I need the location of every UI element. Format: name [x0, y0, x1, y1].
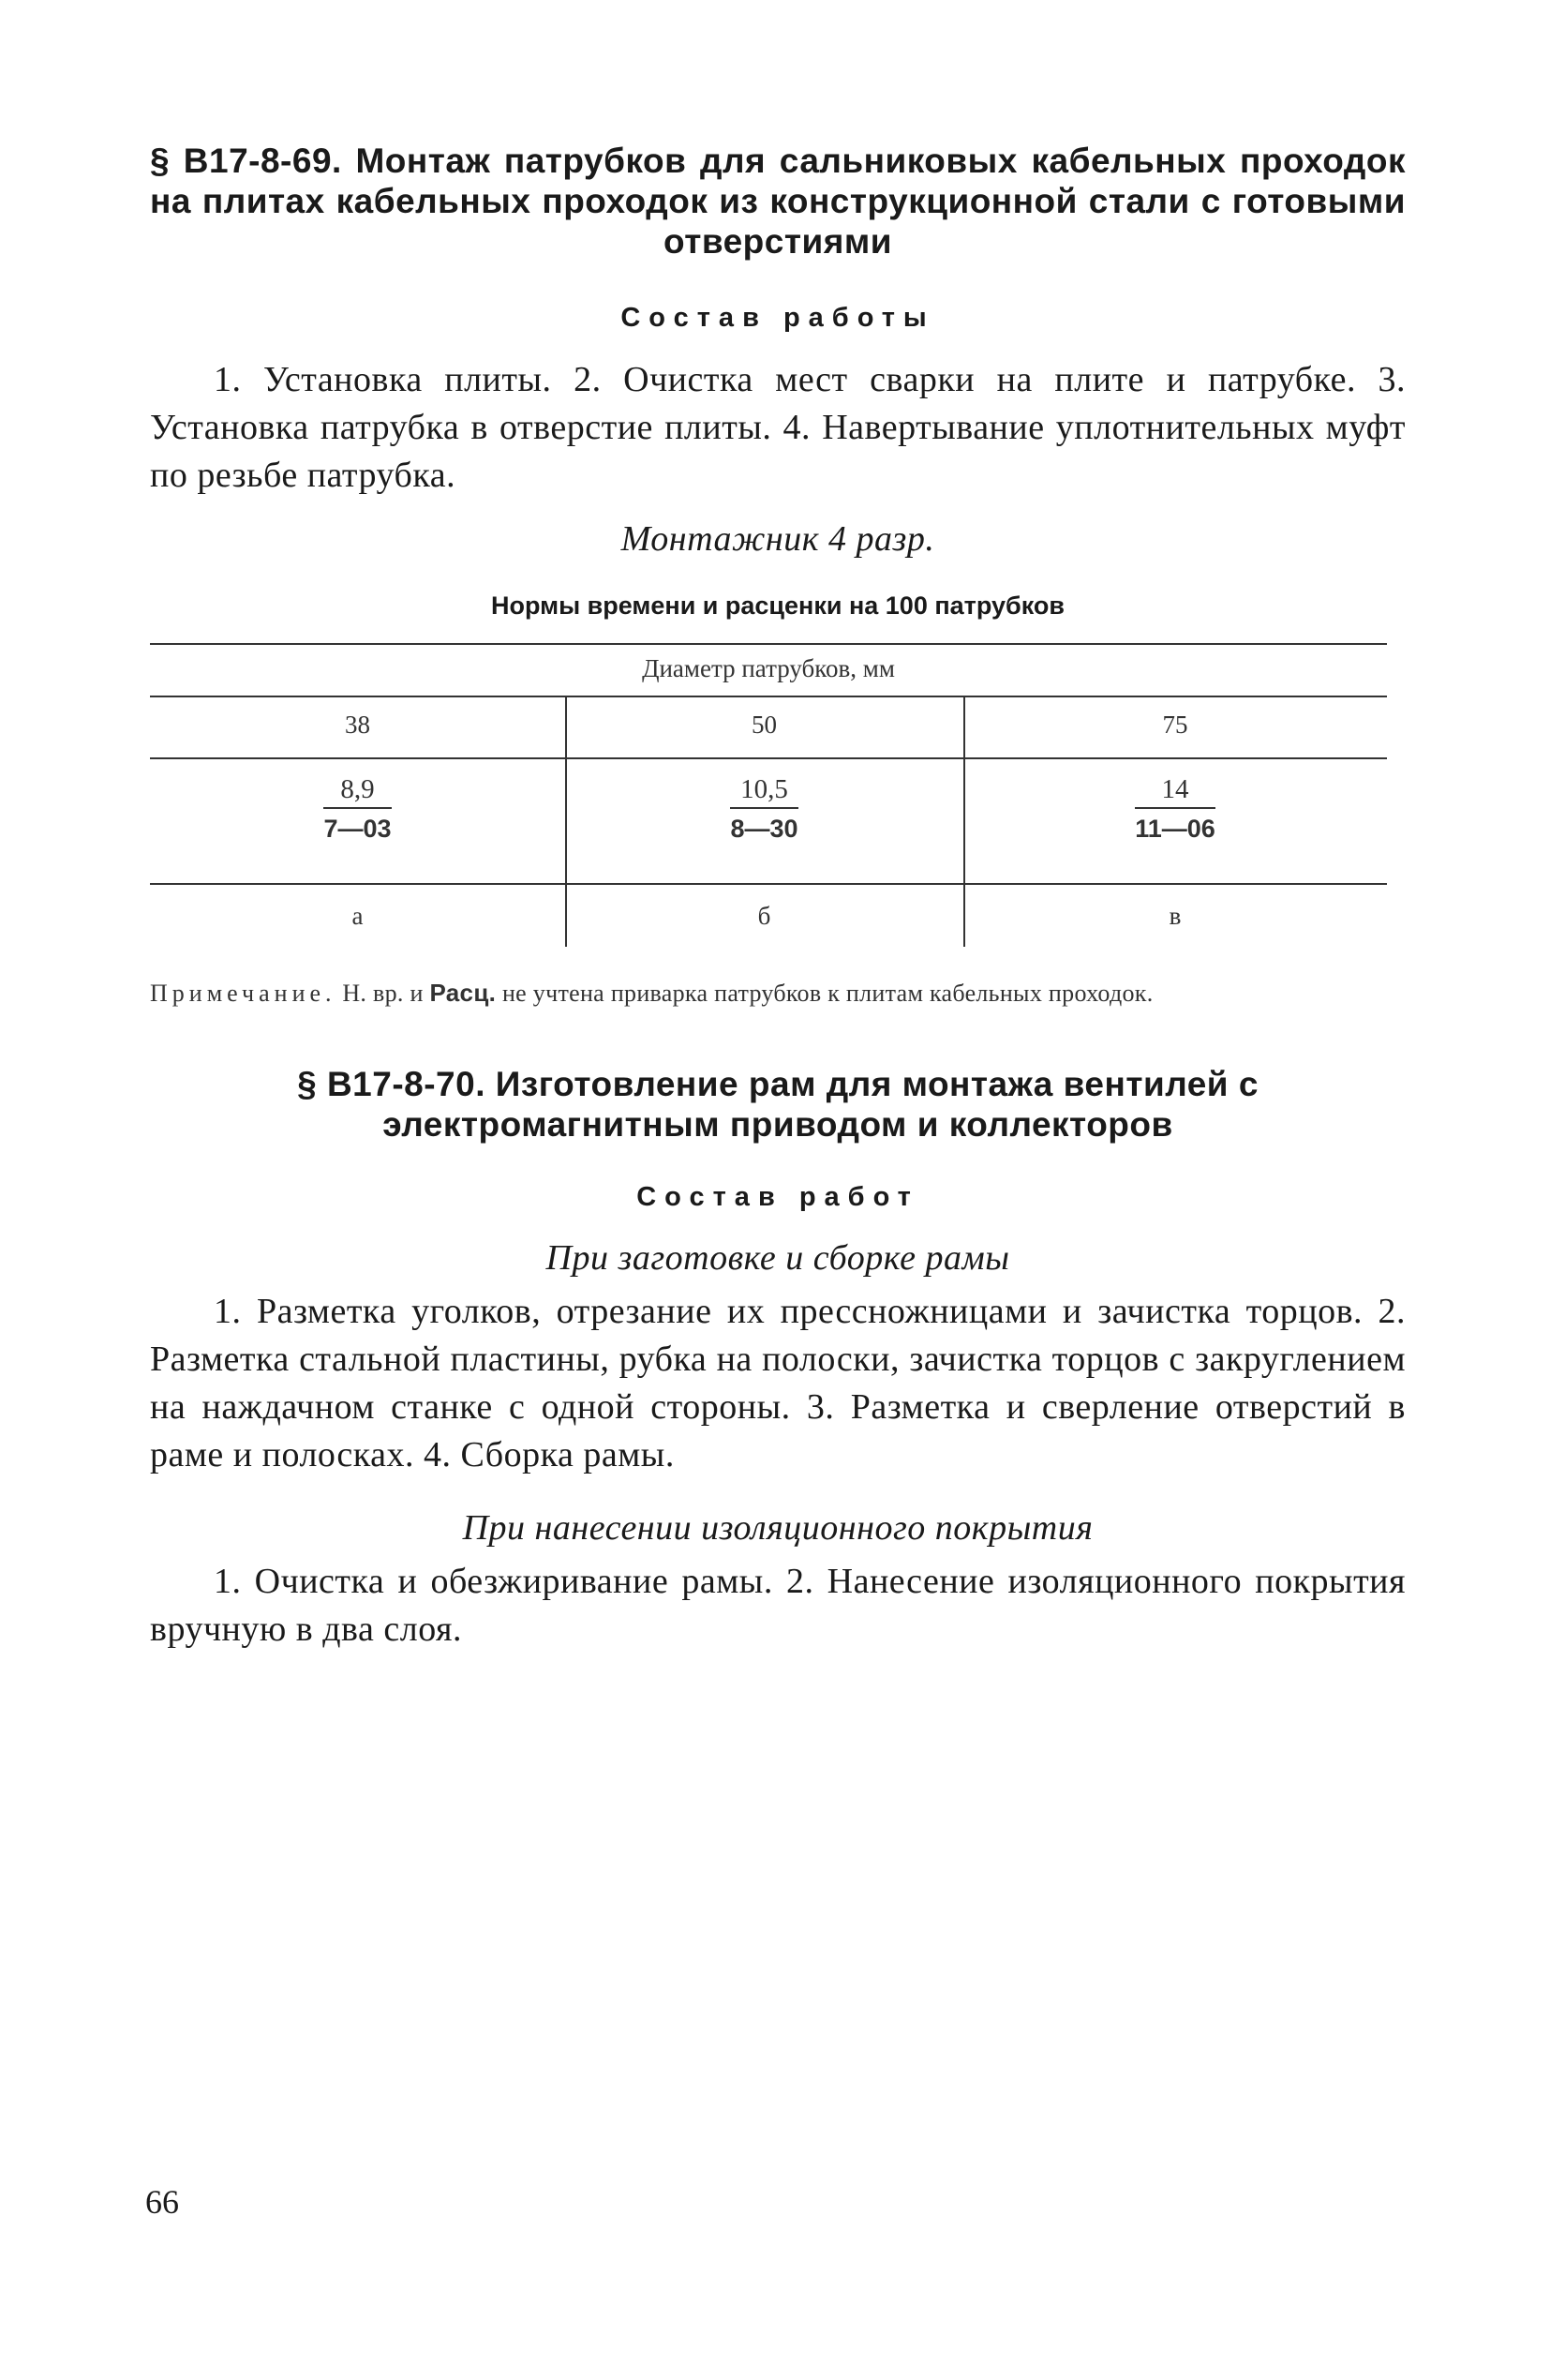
- subheading-coating: При нанесении изоляционного покрытия: [462, 1508, 1094, 1548]
- table-cell-38: [150, 774, 565, 844]
- work-composition-heading-1: Состав работы: [620, 303, 935, 333]
- table-rule-header: [150, 696, 1387, 697]
- subheading-assembly: При заготовке и сборке рамы: [545, 1238, 1010, 1278]
- assembly-text: 1. Разметка уголков, отрезание их прессножницами и зачистка торцов. 2. Разметка стальной пластины, рубка на полоски, зачистка торцов с закруглением на наждачном станке с одной стороны. 3. Разметка и сверление отверстий в раме и полосках. 4. Сборка рамы.: [150, 1292, 1406, 1474]
- note-text-pre: Н. вр. и: [335, 980, 430, 1007]
- document-page: [150, 141, 1406, 1654]
- table-note: [150, 977, 1406, 1010]
- table-header-diameter-50: 50: [752, 711, 777, 739]
- section-title-2: § В17-8-70. Изготовление рам для монтажа вентилей с электромагнитным приводом и коллекторов: [297, 1065, 1259, 1144]
- norms-table: [150, 643, 1387, 952]
- table-header-diameter-38: 38: [345, 711, 370, 739]
- section-title-1: § В17-8-69. Монтаж патрубков для сальниковых кабельных проходок на плитах кабельных проходок из конструкционной стали с готовыми отверстиями: [150, 142, 1406, 261]
- work-composition-heading-2: Состав работ: [636, 1182, 919, 1212]
- table-rule-mid: [150, 757, 1387, 759]
- table-header-diameter-75: 75: [1162, 711, 1188, 739]
- price-50: 8—30: [730, 815, 798, 843]
- work-composition-text-1: 1. Установка плиты. 2. Очистка мест сварки на плите и патрубке. 3. Установка патрубка в отверстие плиты. 4. Навертывание уплотнительных муфт по резьбе патрубка.: [150, 360, 1406, 495]
- table-letter-b: б: [757, 902, 771, 930]
- table-cell-50: [565, 774, 963, 844]
- table-cell-75: [963, 774, 1387, 844]
- table-letter-a: а: [351, 902, 364, 930]
- table-rule-top: [150, 643, 1387, 645]
- note-text-post: не учтена приварка патрубков к плитам кабельных проходок.: [496, 980, 1154, 1007]
- note-bold: Расц.: [429, 979, 497, 1007]
- price-38: 7—03: [323, 815, 392, 843]
- time-norm-75: 14: [1135, 774, 1215, 809]
- note-label: Примечание.: [150, 980, 336, 1007]
- coating-text: 1. Очистка и обезжиривание рамы. 2. Нанесение изоляционного покрытия вручную в два слоя.: [150, 1562, 1406, 1649]
- table-rule-bottom: [150, 883, 1387, 885]
- time-norm-50: 10,5: [730, 774, 797, 809]
- page-number: 66: [145, 2183, 179, 2221]
- price-75: 11—06: [1135, 815, 1215, 843]
- worker-grade: Монтажник 4 разр.: [620, 519, 935, 559]
- table-group-header: Диаметр патрубков, мм: [642, 654, 895, 682]
- time-norm-38: 8,9: [323, 774, 391, 809]
- table-title: Нормы времени и расценки на 100 патрубков: [491, 591, 1065, 620]
- table-letter-v: в: [1169, 902, 1182, 930]
